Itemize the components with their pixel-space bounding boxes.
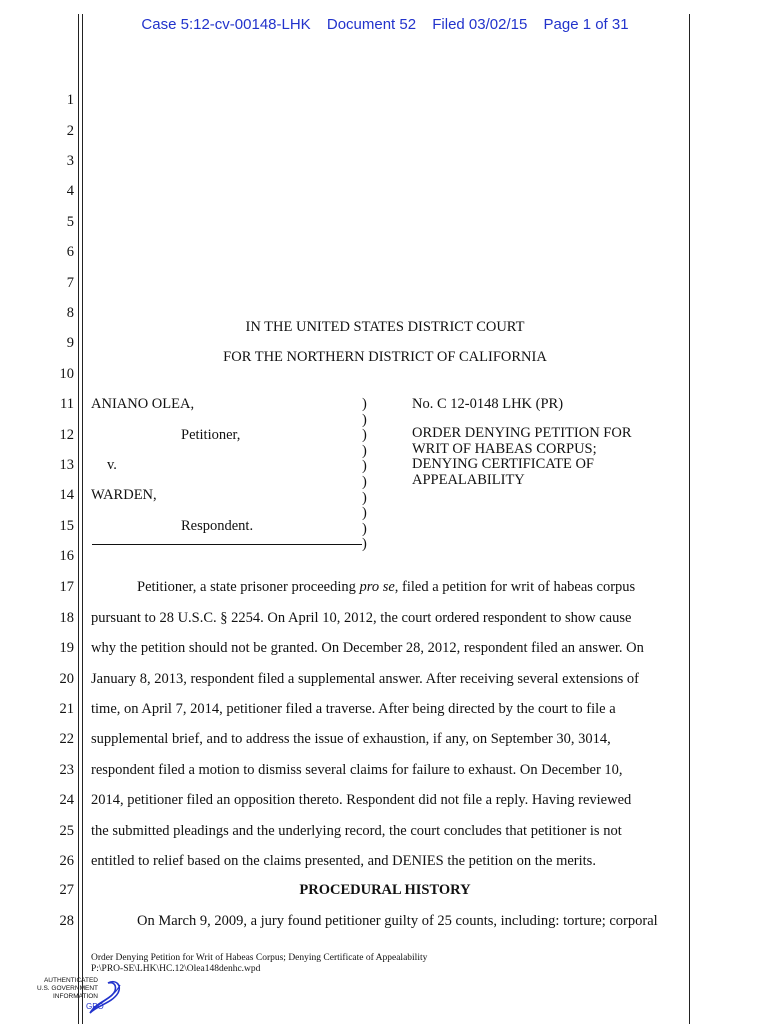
- body-line-28: On March 9, 2009, a jury found petitioner guilty of 25 counts, including: torture; corporal: [137, 913, 658, 929]
- line-number: 18: [59, 610, 74, 626]
- body-line-26: entitled to relief based on the claims presented, and DENIES the petition on the merits.: [91, 853, 596, 869]
- line-number: 26: [59, 853, 74, 869]
- footer-file-path: P:\PRO-SE\LHK\HC.12\Olea148denhc.wpd: [91, 964, 261, 974]
- case-number: Case 5:12-cv-00148-LHK: [141, 16, 311, 33]
- body-line-19: why the petition should not be granted. On December 28, 2012, respondent filed an answer. On: [91, 640, 644, 656]
- line-number: 10: [59, 366, 74, 382]
- filed-date: Filed 03/02/15: [432, 16, 528, 33]
- section-heading: PROCEDURAL HISTORY: [299, 882, 471, 898]
- body-line-22: supplemental brief, and to address the issue of exhaustion, if any, on September 30, 3014,: [91, 731, 611, 747]
- body-line-25: the submitted pleadings and the underlying record, the court concludes that petitioner is not: [91, 823, 622, 839]
- body-italic-text: pro se: [359, 579, 395, 595]
- line-number: 8: [66, 305, 74, 321]
- case-docket-number: No. C 12-0148 LHK (PR): [412, 396, 564, 412]
- line-number: 4: [66, 183, 74, 199]
- order-title-line: ORDER DENYING PETITION FOR: [412, 425, 632, 441]
- line-number: 13: [59, 457, 74, 473]
- body-line-21: time, on April 7, 2014, petitioner filed a traverse. After being directed by the court to file a: [91, 701, 616, 717]
- seal-text-line: U.S. GOVERNMENT: [36, 985, 98, 992]
- document-number: Document 52: [326, 16, 417, 33]
- line-number: 23: [59, 762, 74, 778]
- order-title: [412, 426, 632, 488]
- versus: v.: [107, 457, 117, 473]
- order-title-line: APPEALABILITY: [412, 471, 525, 488]
- court-name: IN THE UNITED STATES DISTRICT COURT: [245, 319, 525, 335]
- line-number: 7: [66, 275, 74, 291]
- line-number: 28: [59, 913, 74, 929]
- respondent-role: Respondent.: [181, 518, 254, 534]
- line-number: 27: [59, 882, 74, 898]
- left-margin-rule-inner: [82, 14, 83, 1024]
- line-number: 22: [59, 731, 74, 747]
- order-title-line: WRIT OF HABEAS CORPUS;: [412, 440, 597, 457]
- line-number: 21: [59, 701, 74, 717]
- line-number: 25: [59, 823, 74, 839]
- line-number: 9: [66, 335, 74, 351]
- caption-underline: [92, 544, 362, 545]
- body-line-17: [137, 579, 727, 596]
- seal-text-line: INFORMATION: [52, 993, 98, 1000]
- line-number: 5: [66, 214, 74, 230]
- page-indicator: Page 1 of 31: [543, 16, 629, 33]
- body-line-23: respondent filed a motion to dismiss several claims for failure to exhaust. On December 10,: [91, 762, 623, 778]
- footer: [91, 953, 427, 975]
- body-text: , filed a petition for writ of habeas corpus: [394, 579, 636, 595]
- order-title-line: DENYING CERTIFICATE OF: [412, 456, 594, 472]
- court-district: FOR THE NORTHERN DISTRICT OF CALIFORNIA: [223, 349, 547, 365]
- footer-title: Order Denying Petition for Writ of Habeas Corpus; Denying Certificate of Appealability: [91, 953, 428, 963]
- line-number: 12: [59, 427, 74, 443]
- respondent-name: WARDEN,: [91, 487, 157, 503]
- left-margin-rule-outer: [78, 14, 79, 1024]
- petitioner-role: Petitioner,: [181, 427, 241, 443]
- body-text: Petitioner, a state prisoner proceeding: [137, 579, 360, 595]
- case-header: [0, 16, 770, 33]
- right-margin-rule: [689, 14, 690, 1024]
- line-number: 3: [66, 153, 74, 169]
- gpo-label: GPO: [86, 1002, 104, 1011]
- caption-parentheses: ) ) ) ) ) ) ) ) ) ): [362, 396, 367, 553]
- line-number: 16: [59, 548, 74, 564]
- line-number: 19: [59, 640, 74, 656]
- body-line-18: pursuant to 28 U.S.C. § 2254. On April 10, 2012, the court ordered respondent to show cause: [91, 610, 632, 626]
- line-number: 17: [59, 579, 74, 595]
- line-number: 14: [59, 487, 74, 503]
- line-number: 15: [59, 518, 74, 534]
- body-line-24: 2014, petitioner filed an opposition thereto. Respondent did not file a reply. Having reviewed: [91, 792, 632, 808]
- seal-text-line: AUTHENTICATED: [43, 977, 98, 984]
- line-number: 20: [59, 671, 74, 687]
- line-number: 6: [66, 244, 74, 260]
- body-line-20: January 8, 2013, respondent filed a supplemental answer. After receiving several extensions of: [91, 671, 640, 687]
- line-number: 1: [66, 92, 74, 108]
- line-number: 24: [59, 792, 74, 808]
- line-number: 11: [60, 396, 74, 412]
- petitioner-name: ANIANO OLEA,: [91, 396, 195, 412]
- line-number: 2: [66, 123, 74, 139]
- gpo-authentication-seal: [20, 975, 132, 1015]
- eagle-icon: [20, 975, 132, 1015]
